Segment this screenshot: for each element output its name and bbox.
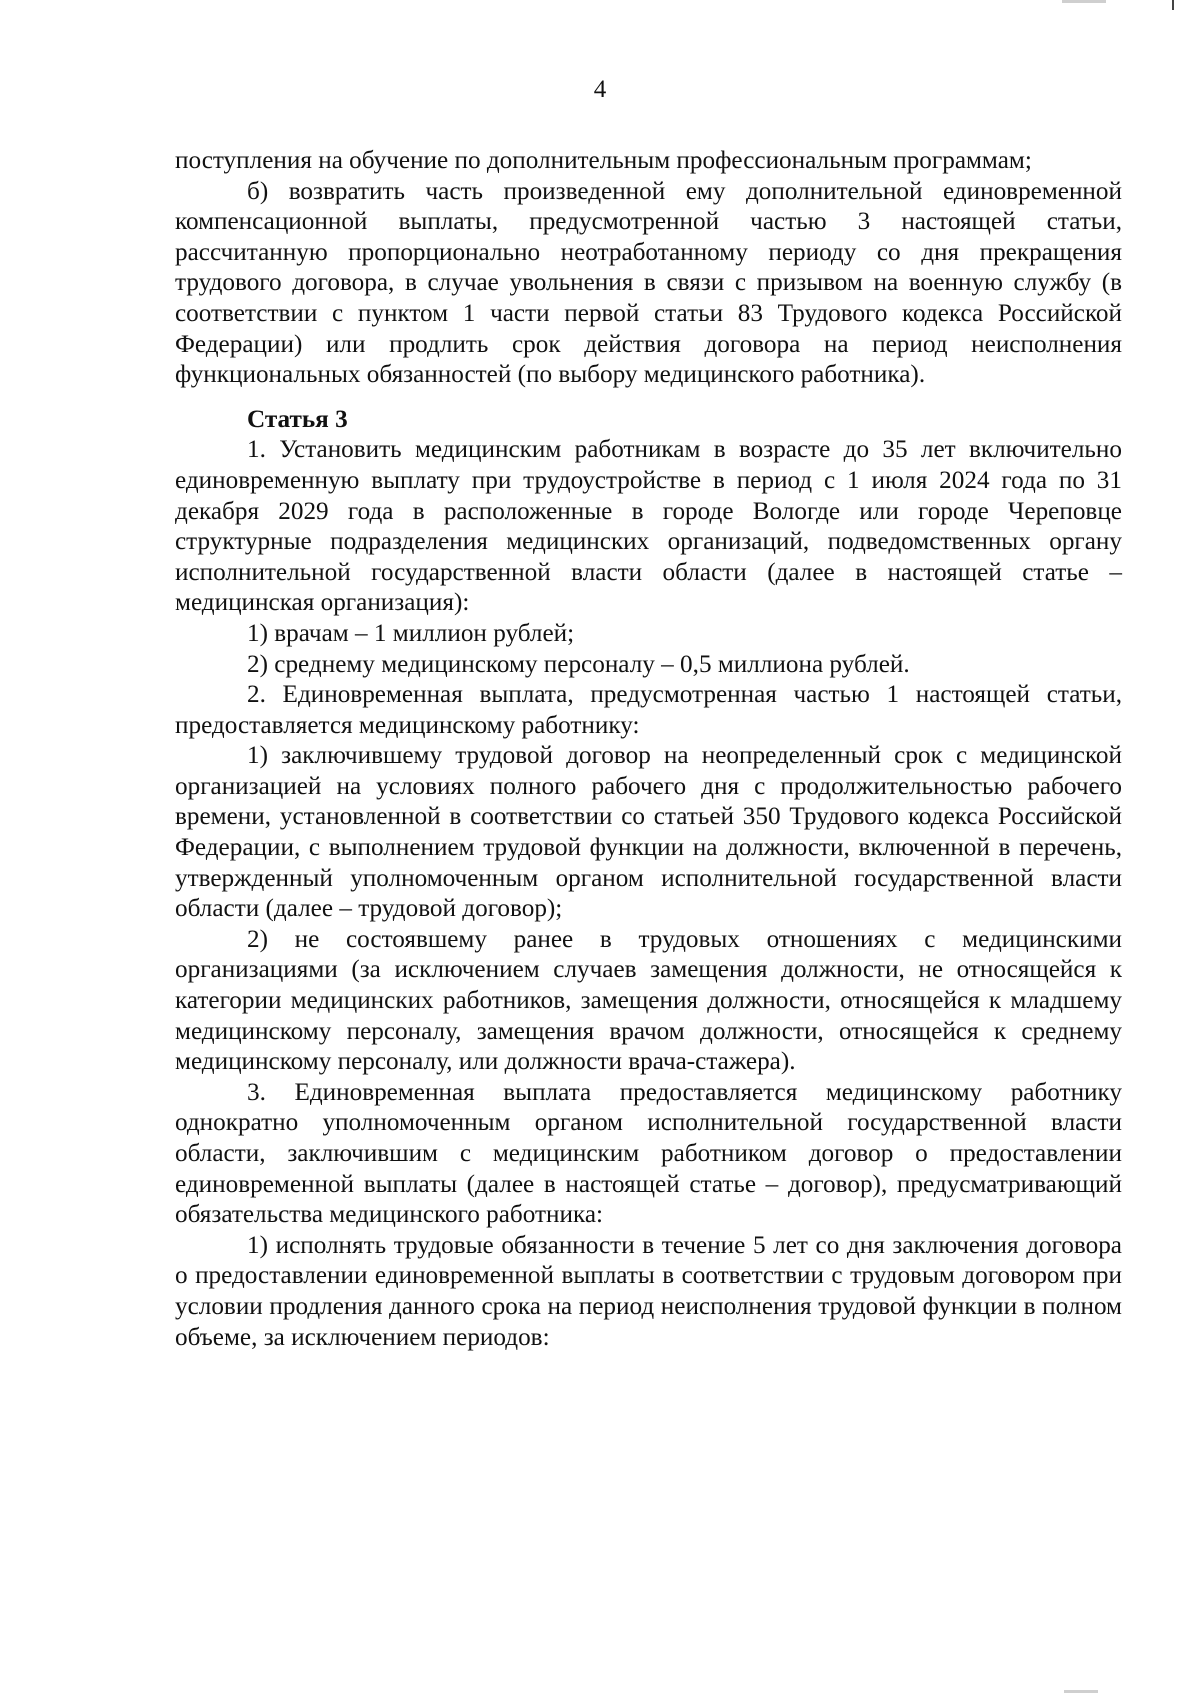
paragraph: 1) исполнять трудовые обязанности в течение 5 лет со дня заключения договора о предоставлении единовременной выплаты в соответствии с трудовым договором при условии продления данного срока на период неисполнения трудовой функции в полном объеме, за исключением периодов:	[175, 1231, 1122, 1351]
article-heading: Статья 3	[247, 405, 348, 433]
paragraph: 1) заключившему трудовой договор на неопределенный срок с медицинской организацией на условиях полного рабочего дня с продолжительностью рабочего времени, установленной в соответствии со статьей 350 Трудового кодекса Российской Федерации, с выполнением трудовой функции на должности, включенной в перечень, утвержденный уполномоченным органом исполнительной государственной власти области (далее – трудовой договор);	[175, 742, 1122, 923]
scan-artifact-top	[1062, 0, 1106, 3]
paragraph: 1. Установить медицинским работникам в возрасте до 35 лет включительно единовременную выплату при трудоустройстве в период с 1 июля 2024 года по 31 декабря 2029 года в расположенные в городе Вологде или городе Череповце структурные подразделения медицинских организаций, подведомственных органу исполнительной государственной власти области (далее в настоящей статье – медицинская организация):	[175, 436, 1122, 617]
paragraph: 3. Единовременная выплата предоставляется медицинскому работнику однократно уполномоченным органом исполнительной государственной власти области, заключившим с медицинским работником договор о предоставлении единовременной выплаты (далее в настоящей статье – договор), предусматривающий обязательства медицинского работника:	[175, 1078, 1122, 1229]
scan-artifact-bottom	[1064, 1690, 1098, 1693]
paragraph: поступления на обучение по дополнительным профессиональным программам;	[175, 147, 1032, 174]
paragraph: 2) среднему медицинскому персоналу – 0,5 миллиона рублей.	[247, 650, 910, 678]
paragraph: 1) врачам – 1 миллион рублей;	[247, 619, 575, 647]
document-body	[175, 146, 1122, 1353]
paragraphs-before-heading	[175, 146, 1122, 391]
paragraph: 2) не состоявшему ранее в трудовых отношениях с медицинскими организациями (за исключением случаев замещения должности, не относящейся к категории медицинских работников, замещения должности, относящейся к младшему медицинскому персоналу, замещения врачом должности, относящейся к среднему медицинскому персоналу, или должности врача-стажера).	[175, 925, 1122, 1076]
page-number: 4	[593, 76, 607, 103]
paragraph: 2. Единовременная выплата, предусмотренная частью 1 настоящей статьи, предоставляется медицинскому работнику:	[175, 681, 1122, 739]
scan-artifact-edge	[1172, 0, 1174, 10]
paragraphs-after-heading	[175, 435, 1122, 1353]
paragraph: б) возвратить часть произведенной ему дополнительной единовременной компенсационной выплаты, предусмотренной частью 3 настоящей статьи, рассчитанную пропорционально неотработанному периоду со дня прекращения трудового договора, в случае увольнения в связи с призывом на военную службу (в соответствии с пунктом 1 части первой статьи 83 Трудового кодекса Российской Федерации) или продлить срок действия договора на период неисполнения функциональных обязанностей (по выбору медицинского работника).	[175, 177, 1122, 389]
